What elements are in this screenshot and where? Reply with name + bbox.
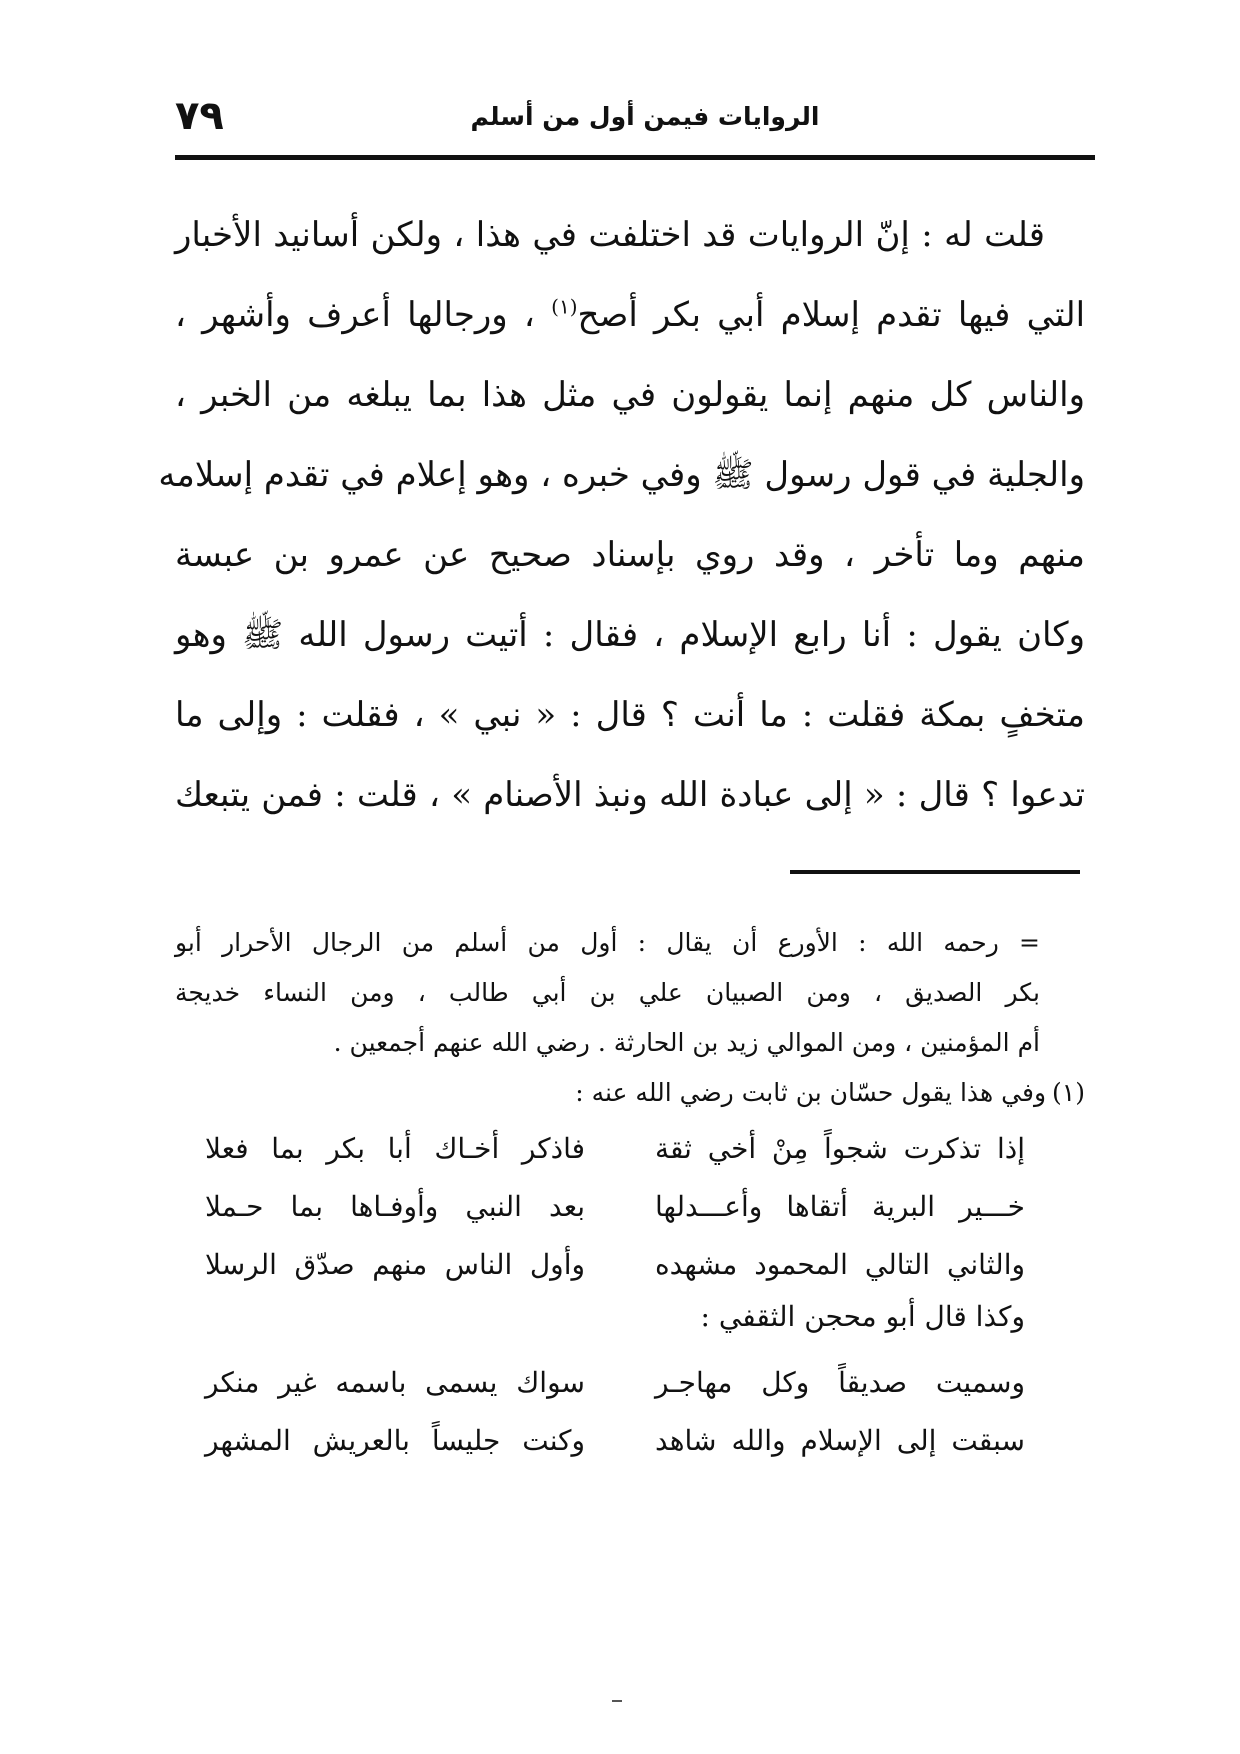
footnote-separator (790, 870, 1080, 874)
verse-first-half: والثاني التالي المحمود مشهده (655, 1248, 1025, 1281)
verse (175, 1412, 1025, 1470)
body-line: منهم وما تأخر ، وقد روي بإسناد صحيح عن عمرو بن عبسة (175, 535, 1085, 575)
body-line: تدعوا ؟ قال : « إلى عبادة الله ونبذ الأصنام » ، قلت : فمن يتبعك (175, 775, 1085, 815)
footnote-line: بكر الصديق ، ومن الصبيان علي بن أبي طالب ، ومن النساء خديجة (175, 978, 1040, 1007)
body-line: والجلية في قول رسول ﷺ وفي خبره ، وهو إعلام في تقدم إسلامه (158, 455, 1085, 495)
body-line-segment: ، ورجالها أعرف وأشهر ، (175, 295, 535, 335)
verse-first-half: إذا تذكرت شجواً مِنْ أخي ثقة (655, 1132, 1025, 1165)
footnote-marker: (١) (1052, 1078, 1085, 1107)
poem-abu-mihjan (175, 1354, 1025, 1470)
verse-second-half: بعد النبي وأوفـاها بما حـملا (205, 1190, 585, 1223)
footnote-1 (175, 1068, 1085, 1118)
header-rule (175, 155, 1095, 160)
footnotes (175, 918, 1085, 1118)
body-line: وكان يقول : أنا رابع الإسلام ، فقال : أتيت رسول الله ﷺ وهو (175, 615, 1085, 655)
verse-first-half: سبقت إلى الإسلام والله شاهد (655, 1424, 1025, 1457)
verse-second-half: وكنت جليساً بالعريش المشهر (205, 1424, 585, 1457)
footnote-line: = رحمه الله : الأورع أن يقال : أول من أسلم من الرجال الأحرار أبو (175, 928, 1040, 957)
body-line: متخفٍ بمكة فقلت : ما أنت ؟ قال : « نبي » ، فقلت : وإلى ما (175, 695, 1085, 735)
verse-second-half: وأول الناس منهم صدّق الرسلا (205, 1248, 585, 1281)
verse (175, 1120, 1025, 1178)
verse-first-half: وسميت صديقاً وكل مهاجـر (655, 1366, 1025, 1399)
body-line: والناس كل منهم إنما يقولون في مثل هذا بما يبلغه من الخبر ، (175, 375, 1085, 415)
poem-hassan (175, 1120, 1025, 1294)
poem-intro: وكذا قال أبو محجن الثقفي : (700, 1300, 1025, 1333)
verse-first-half: خـــير البرية أتقاها وأعـــدلها (655, 1190, 1025, 1223)
main-text (158, 195, 1086, 835)
body-line (175, 275, 1085, 355)
running-title: الروايات فيمن أول من أسلم (470, 102, 820, 131)
verse (175, 1354, 1025, 1412)
footnote-line: أم المؤمنين ، ومن الموالي زيد بن الحارثة . رضي الله عنهم أجمعين . (333, 1028, 1040, 1057)
footnote-text: وفي هذا يقول حسّان بن ثابت رضي الله عنه : (575, 1078, 1047, 1107)
verse (175, 1178, 1025, 1236)
verse-second-half: سواك يسمى باسمه غير منكر (205, 1366, 585, 1399)
running-head (175, 88, 1095, 148)
verse (175, 1236, 1025, 1294)
bottom-mark (612, 1700, 622, 1702)
footnote-reference[interactable]: (١) (551, 294, 578, 319)
body-line: قلت له : إنّ الروايات قد اختلفت في هذا ، ولكن أسانيد الأخبار (175, 215, 1045, 255)
verse-second-half: فاذكر أخـاك أبا بكر بما فعلا (205, 1132, 585, 1165)
body-line-segment: التي فيها تقدم إسلام أبي بكر أصح (577, 295, 1086, 335)
page-number: ٧٩ (175, 93, 224, 139)
